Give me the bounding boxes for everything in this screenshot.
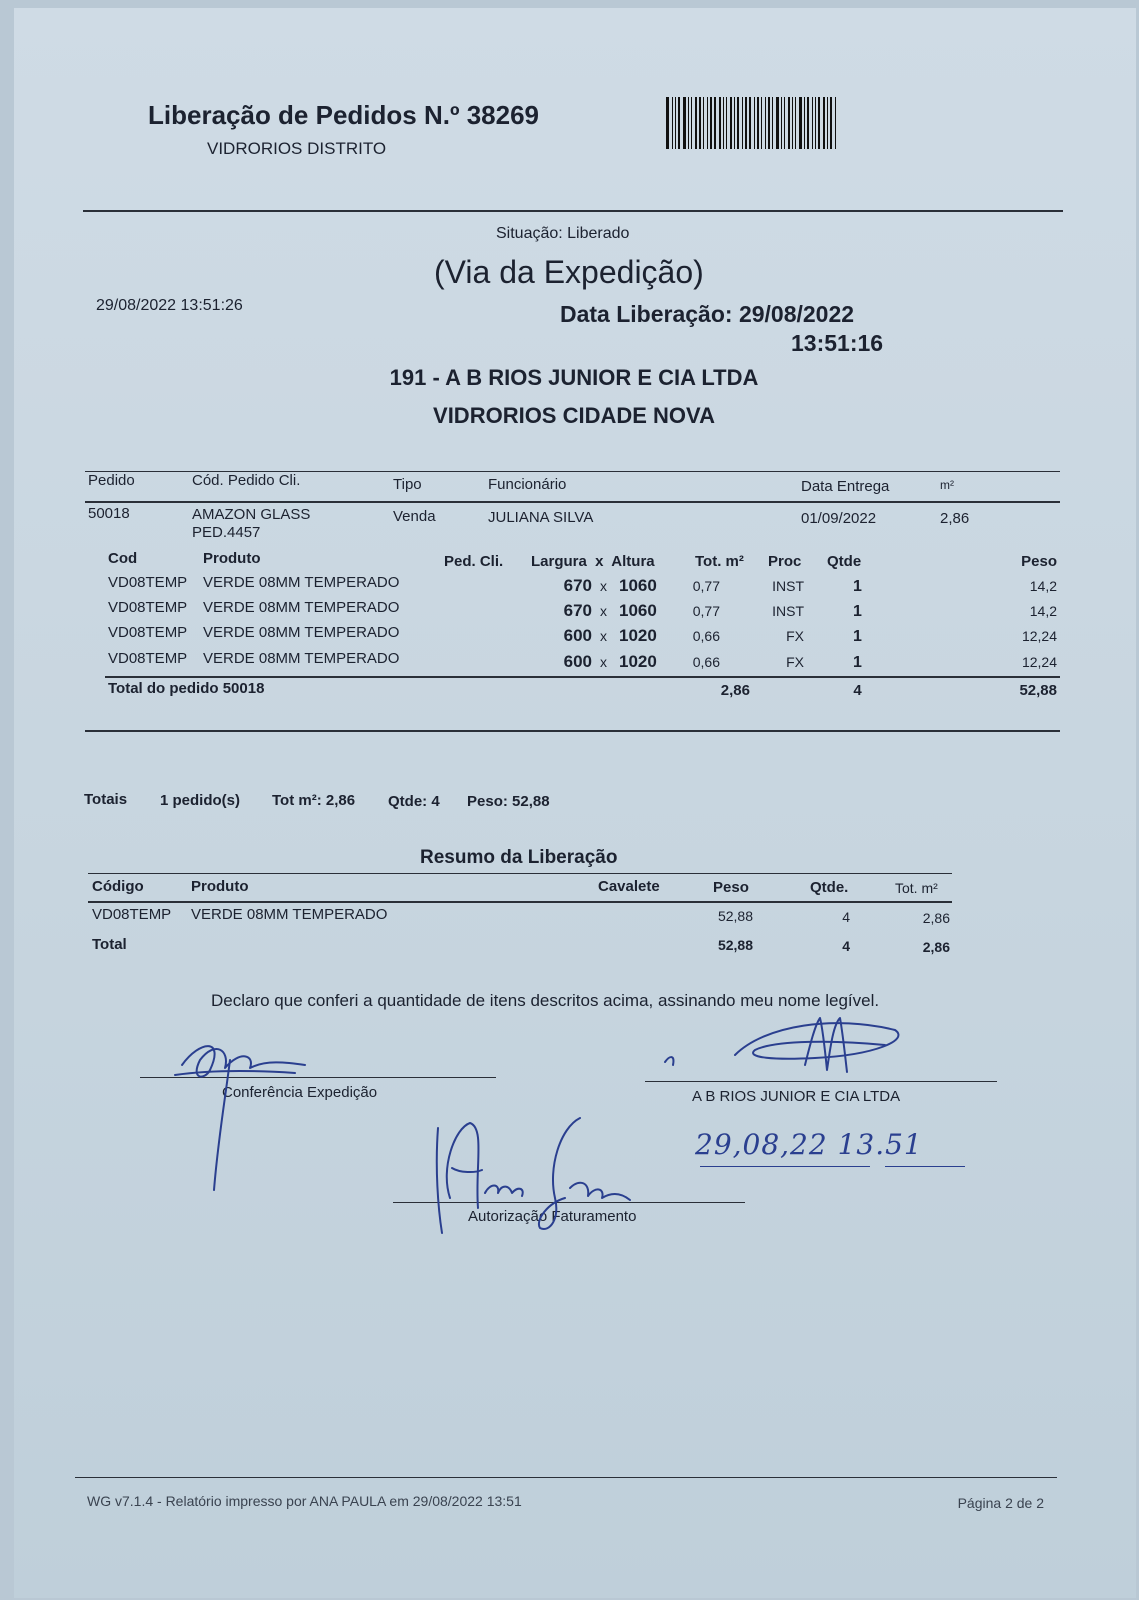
summary-row-produto: VERDE 08MM TEMPERADO [191,906,388,923]
barcode-bar [710,97,712,149]
barcode-bar [807,97,809,149]
barcode-bar [804,97,806,149]
summary-header-cavalete: Cavalete [598,878,660,895]
via-title: (Via da Expedição) [434,254,704,290]
summary-row-tot-m2: 2,86 [922,910,950,926]
item-produto: VERDE 08MM TEMPERADO [203,574,400,591]
order-header-rule [85,501,1060,503]
barcode-bar [734,97,735,149]
release-date: Data Liberação: 29/08/2022 [560,301,855,327]
summary-top-rule [88,873,952,874]
print-datetime: 29/08/2022 13:51:26 [96,297,243,314]
barcode-bar [754,97,755,149]
summary-total-label: Total [92,936,127,953]
signature-label-conferencia: Conferência Expedição [222,1084,378,1101]
order-cod-cli: AMAZON GLASS [192,506,311,523]
company-name: VIDRORIOS DISTRITO [207,139,387,158]
item-cod: VD08TEMP [108,650,188,667]
signature-label-cliente: A B RIOS JUNIOR E CIA LTDA [692,1088,901,1105]
barcode-bar [672,97,674,149]
item-cod: VD08TEMP [108,624,188,641]
barcode-bar [675,97,676,149]
order-total-label: Total do pedido 50018 [108,680,265,697]
summary-row-peso: 52,88 [717,908,753,924]
barcode-bar [730,97,732,149]
signature-cliente [715,1010,915,1095]
item-x: x [600,603,607,619]
item-produto: VERDE 08MM TEMPERADO [203,599,400,616]
items-header-proc: Proc [768,553,802,570]
barcode-bar [749,97,751,149]
item-peso: 12,24 [1021,654,1057,670]
barcode-bar [830,97,832,149]
barcode-bar [714,97,717,149]
items-header-cod: Cod [108,550,138,567]
item-largura: 600 [563,626,592,645]
item-tot-m2: 0,77 [692,603,720,619]
situation-label: Situação: Liberado [496,225,630,242]
barcode-bar [788,97,790,149]
barcode-bar [765,97,766,149]
item-proc: FX [786,628,804,644]
barcode [666,97,838,149]
barcode-bar [835,97,836,149]
document-title: Liberação de Pedidos N.º 38269 [148,100,539,130]
item-tot-m2: 0,77 [692,578,720,594]
item-tot-m2: 0,66 [692,628,720,644]
item-proc: INST [772,603,804,619]
barcode-bar [703,97,704,149]
totals-qtde: Qtde: 4 [388,793,440,810]
barcode-bar [666,97,669,149]
col-header-m2: m² [940,478,954,492]
handwritten-time-underline [885,1166,965,1167]
item-largura: 670 [563,576,592,595]
summary-row-qtde: 4 [842,909,850,925]
barcode-bar [799,97,802,149]
barcode-bar [795,97,796,149]
totals-pedidos: 1 pedido(s) [160,792,241,809]
order-total-qtde: 4 [853,682,862,699]
item-qtde: 1 [853,578,862,595]
client-store: VIDRORIOS CIDADE NOVA [433,403,715,428]
item-tot-m2: 0,66 [692,654,720,670]
barcode-bar [707,97,708,149]
order-cod-cli-ref: PED.4457 [192,524,261,541]
barcode-bar [742,97,743,149]
col-header-cod-cli: Cód. Pedido Cli. [192,472,301,489]
order-m2: 2,86 [940,510,970,527]
summary-total-peso: 52,88 [717,937,753,953]
barcode-bar [691,97,692,149]
barcode-bar [784,97,785,149]
barcode-bar [683,97,686,149]
barcode-bar [688,97,689,149]
item-qtde: 1 [853,628,862,645]
col-header-tipo: Tipo [393,476,422,493]
order-total-peso: 52,88 [1019,682,1057,699]
item-produto: VERDE 08MM TEMPERADO [203,650,400,667]
summary-header-produto: Produto [191,878,249,895]
item-altura: 1020 [619,626,657,645]
summary-total-qtde: 4 [842,938,850,954]
barcode-bar [757,97,760,149]
barcode-bar [745,97,747,149]
barcode-bar [695,97,698,149]
items-header-peso: Peso [1021,553,1057,570]
summary-header-codigo: Código [92,878,144,895]
order-tipo: Venda [393,508,436,525]
footer-print-info: WG v7.1.4 - Relatório impresso por ANA PAULA em 29/08/2022 13:51 [87,1493,522,1509]
summary-title: Resumo da Liberação [420,847,618,868]
barcode-bar [699,97,701,149]
barcode-bar [827,97,828,149]
summary-header-peso: Peso [713,879,749,896]
item-proc: INST [772,578,804,594]
totals-peso: Peso: 52,88 [467,793,550,810]
col-header-funcionario: Funcionário [488,476,567,493]
summary-row-codigo: VD08TEMP [92,906,172,923]
declaration-text: Declaro que conferi a quantidade de itens descritos acima, assinando meu nome legível. [211,991,880,1010]
barcode-bar [719,97,721,149]
signature-label-autorizacao: Autorização Faturamento [468,1208,637,1225]
col-header-data-entrega: Data Entrega [801,478,890,495]
totals-label: Totais [84,791,128,808]
item-altura: 1060 [619,576,657,595]
footer-page-number: Página 2 de 2 [957,1495,1044,1511]
item-qtde: 1 [853,603,862,620]
summary-header-tot-m2: Tot. m² [895,880,938,896]
handwritten-date-underline [700,1166,870,1167]
item-proc: FX [786,654,804,670]
signature-autorizacao [430,1108,650,1243]
order-pedido: 50018 [88,505,130,522]
order-data-entrega: 01/09/2022 [801,510,877,527]
barcode-bar [823,97,826,149]
barcode-bar [776,97,779,149]
totals-m2: Tot m²: 2,86 [272,792,356,809]
barcode-bar [678,97,680,149]
summary-header-rule [88,901,952,903]
item-peso: 14,2 [1029,603,1057,619]
item-altura: 1060 [619,601,657,620]
items-header-qtde: Qtde [827,553,862,570]
barcode-bar [781,97,783,149]
barcode-bar [723,97,724,149]
client-name: 191 - A B RIOS JUNIOR E CIA LTDA [389,365,759,390]
barcode-bar [768,97,770,149]
order-total-m2: 2,86 [720,682,750,699]
signature-conferencia [170,1020,320,1200]
items-header-produto: Produto [203,550,261,567]
item-x: x [600,628,607,644]
barcode-bar [792,97,793,149]
item-produto: VERDE 08MM TEMPERADO [203,624,400,641]
header-divider [83,210,1063,212]
barcode-bar [726,97,727,149]
item-cod: VD08TEMP [108,599,188,616]
barcode-bar [812,97,813,149]
items-header-ped-cli: Ped. Cli. [444,553,504,570]
col-header-pedido: Pedido [88,472,135,489]
barcode-bar [772,97,773,149]
footer-rule [75,1477,1057,1478]
item-x: x [600,578,607,594]
items-header-tot-m2: Tot. m² [695,553,744,570]
release-time: 13:51:16 [791,330,884,356]
item-x: x [600,654,607,670]
item-largura: 600 [563,652,592,671]
barcode-bar [761,97,762,149]
item-qtde: 1 [853,654,862,671]
item-peso: 12,24 [1021,628,1057,644]
item-largura: 670 [563,601,592,620]
handwritten-date: 29,08,22 13.51 [695,1128,923,1161]
items-header-largura-altura: Largura x Altura [531,553,655,570]
order-end-rule [85,730,1060,732]
item-peso: 14,2 [1029,578,1057,594]
order-funcionario: JULIANA SILVA [488,509,594,526]
summary-total-tot-m2: 2,86 [922,939,950,955]
barcode-bar [815,97,816,149]
barcode-bar [737,97,740,149]
item-altura: 1020 [619,652,657,671]
items-total-rule [105,676,1060,678]
item-cod: VD08TEMP [108,574,188,591]
barcode-bar [818,97,820,149]
summary-header-qtde: Qtde. [810,879,849,896]
